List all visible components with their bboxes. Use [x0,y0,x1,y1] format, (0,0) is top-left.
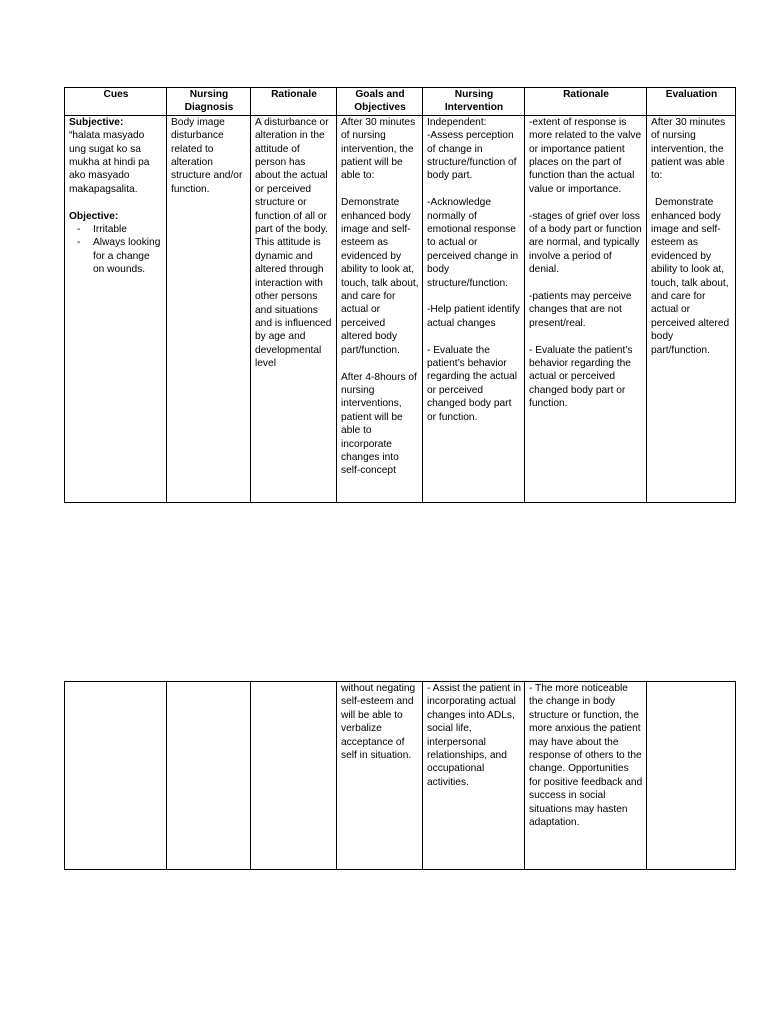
rationale-2-paragraph: -extent of response is more related to the valve or importance patient places on the part of function than the actual value or importance. [529,116,642,195]
evaluation-paragraph: After 30 minutes of nursing intervention, the patient was able to: [651,116,726,182]
rationale-2-cell [525,115,647,502]
header-nursing-diagnosis [167,88,251,116]
care-plan-table [64,87,736,503]
evaluation-paragraph: Demonstrate enhanced body image and self-esteem as evidenced by ability to look at, touch, talk about, and care for actual or perceived altered body part/function. [651,197,730,356]
intervention-cell [423,682,525,870]
diagnosis-cell-empty [167,682,251,870]
rationale-2-paragraph: -stages of grief over loss of a body part or function are normal, and typically involve a period of denial. [529,210,642,276]
table-header-row [65,88,736,116]
goals-cell [337,115,423,502]
subjective-text: “halata masyado ung sugat ko sa mukha at hindi pa ako masyado makapagsalita. [69,130,150,195]
header-nursing-diagnosis-label: Nursing Diagnosis [184,89,234,114]
goal-paragraph: After 30 minutes of nursing intervention, the patient will be able to: [341,116,416,182]
header-evaluation: Evaluation [647,88,736,116]
care-plan-table-continued [64,681,736,870]
intervention-cell [423,115,525,502]
subjective-label: Subjective: [69,116,124,128]
rationale-2-paragraph: - The more noticeable the change in body structure or function, the more anxious the patient may have about the response of others to the change. Opportunities for positive feedback and success in social situations may hasten adaptation. [529,683,643,829]
header-intervention-label: Nursing Intervention [444,89,504,114]
rationale-2-paragraph: - Evaluate the patient’s behavior regarding the actual or perceived changed body part or function. [529,344,633,410]
cues-cell-empty [65,682,167,870]
rationale-2-paragraph: -patients may perceive changes that are not present/real. [529,291,632,329]
header-nursing-intervention [423,88,525,116]
header-goals [337,88,423,116]
objective-item: - Always looking for a change on wounds. [69,236,163,276]
diagnosis-text: Body image disturbance related to alteration structure and/or function. [171,116,243,195]
evaluation-cell [647,115,736,502]
cues-cell [65,115,167,502]
table-row [65,115,736,502]
rationale-2-cell [525,682,647,870]
intervention-paragraph: -Help patient identify actual changes [427,304,520,329]
objective-label: Objective: [69,210,119,222]
goal-paragraph: After 4-8hours of nursing interventions, patient will be able to incorporate changes into self-concept [341,371,417,477]
header-rationale: Rationale [251,88,337,116]
rationale-cell-empty [251,682,337,870]
intervention-paragraph: -Acknowledge normally of emotional response to actual or perceived change in body structure/function. [427,197,519,289]
rationale-text: A disturbance or alteration in the attitude of person has about the actual or perceived structure or function of all or part of the body. This attitude is dynamic and altered through interaction with other persons and situations and is influenced by age and developmental level [255,116,332,370]
intervention-paragraph: - Evaluate the patient’s behavior regarding the actual or perceived changed body part or function. [427,344,518,423]
rationale-cell [251,115,337,502]
objective-list [69,223,163,277]
intervention-paragraph: - Assist the patient in incorporating actual changes into ADLs, social life, interpersonal relationships, and occupational activities. [427,683,521,788]
goals-cell [337,682,423,870]
table-row [65,682,736,870]
diagnosis-cell [167,115,251,502]
evaluation-cell-empty [647,682,736,870]
intervention-paragraph: Independent: -Assess perception of change in structure/function of body part. [427,116,517,182]
header-rationale-2: Rationale [525,88,647,116]
goal-paragraph: Demonstrate enhanced body image and self-esteem as evidenced by ability to look at, touch, talk about, and care for actual or perceived altered body part/function. [341,197,419,356]
objective-item: - Irritable [69,223,163,236]
goal-paragraph: without negating self-esteem and will be able to verbalize acceptance of self in situation. [341,683,416,762]
header-goals-label: Goals and Objectives [354,89,406,114]
header-cues: Cues [65,88,167,116]
